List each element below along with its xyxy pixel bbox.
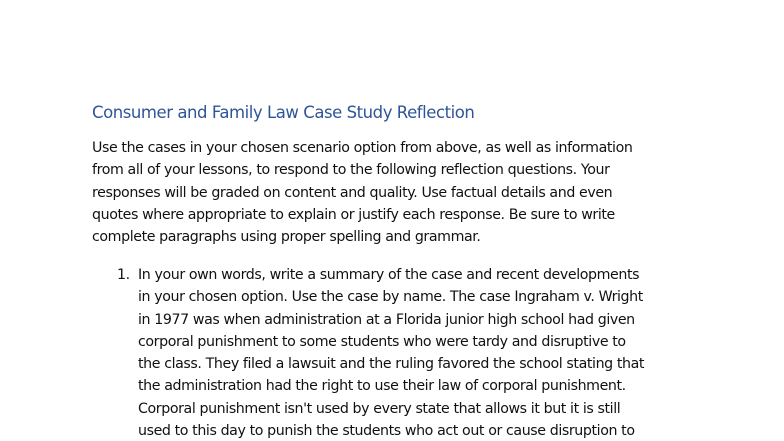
list-item-line: in 1977 was when administration at a Florida junior high school had given xyxy=(138,311,635,328)
list-item-line: the class. They filed a lawsuit and the ruling favored the school stating that xyxy=(138,356,645,373)
list-item-line: the administration had the right to use their law of corporal punishment. xyxy=(138,378,626,395)
list-item-number: 1. xyxy=(117,267,130,283)
intro-line: Use the cases in your chosen scenario option from above, as well as information xyxy=(92,140,633,156)
intro-paragraph xyxy=(92,137,732,248)
list-item-line: In your own words, write a summary of the case and recent developments xyxy=(138,267,640,283)
intro-line: complete paragraphs using proper spelling and grammar. xyxy=(92,229,481,246)
list-item-line: used to this day to punish the students who act out or cause disruption to xyxy=(138,423,635,440)
document-heading: Consumer and Family Law Case Study Reflection xyxy=(92,103,475,122)
list-item-line: in your chosen option. Use the case by name. The case Ingraham v. Wright xyxy=(138,289,643,306)
list-item-line: Corporal punishment isn't used by every state that allows it but it is still xyxy=(138,400,621,417)
list-item-text xyxy=(138,264,738,441)
list-item-line: corporal punishment to some students who were tardy and disruptive to xyxy=(138,333,626,350)
intro-line: responses will be graded on content and quality. Use factual details and even xyxy=(92,184,613,201)
intro-line: quotes where appropriate to explain or justify each response. Be sure to write xyxy=(92,206,615,223)
intro-line: from all of your lessons, to respond to the following reflection questions. Your xyxy=(92,162,610,179)
